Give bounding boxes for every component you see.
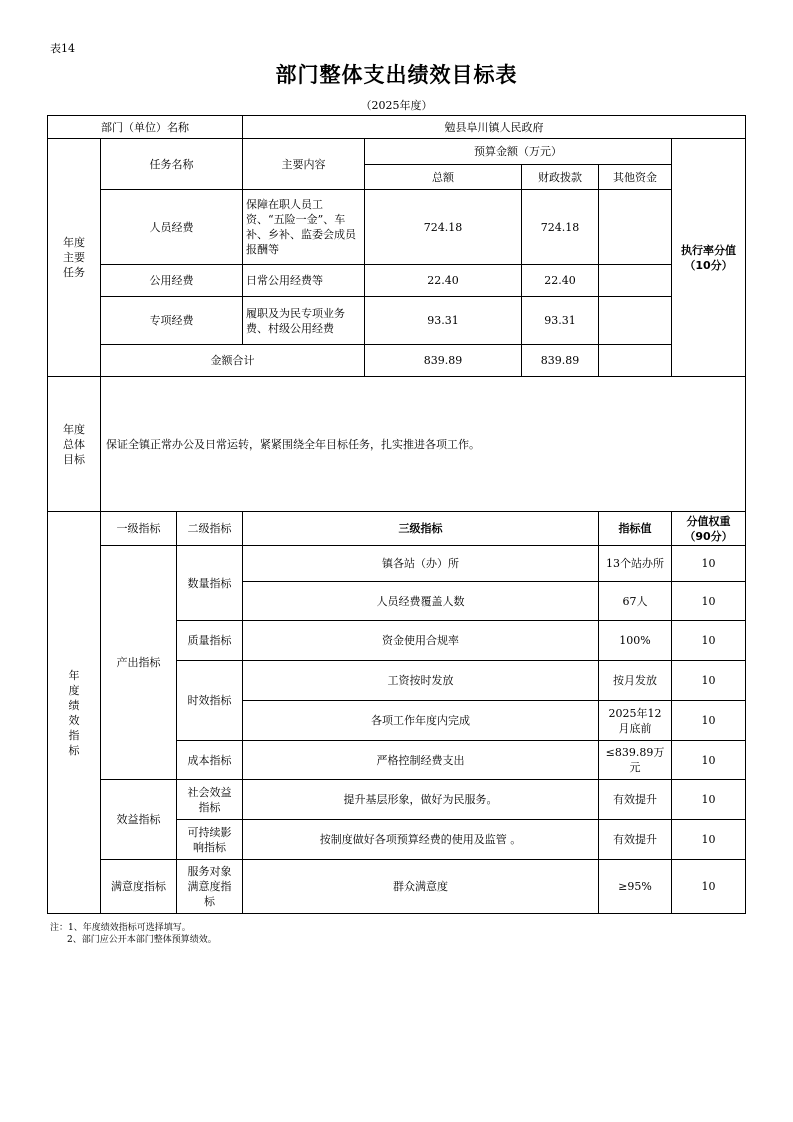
indicator-name: 群众满意度 bbox=[393, 880, 448, 893]
level1-satisfaction: 满意度指标 bbox=[111, 880, 166, 893]
goal-text: 保证全镇正常办公及日常运转，紧紧围绕全年目标任务，扎实推进各项工作。 bbox=[106, 437, 480, 451]
level2-social: 社会效益指标 bbox=[187, 785, 232, 814]
indicator-score: 10 bbox=[701, 833, 716, 846]
indicator-score: 10 bbox=[701, 793, 716, 806]
task-other bbox=[599, 265, 671, 296]
perf-section-label: 年度绩效指标 bbox=[68, 668, 80, 757]
indicator-name: 严格控制经费支出 bbox=[376, 753, 465, 767]
table-number: 表14 bbox=[50, 42, 75, 55]
indicator-value: ≤839.89万元 bbox=[605, 746, 665, 774]
level2-quantity: 数量指标 bbox=[187, 576, 232, 590]
indicator-name: 镇各站（办）所 bbox=[382, 557, 459, 570]
indicator-score: 10 bbox=[701, 594, 716, 608]
indicator-value: 有效提升 bbox=[613, 793, 657, 806]
task-section-label: 年度主要任务 bbox=[63, 236, 85, 279]
indicator-value: ≥95% bbox=[618, 880, 652, 893]
task-name: 公用经费 bbox=[149, 274, 194, 287]
dept-name: 勉县阜川镇人民政府 bbox=[444, 120, 544, 134]
task-name-header: 任务名称 bbox=[149, 157, 194, 171]
dept-label: 部门（单位）名称 bbox=[101, 120, 189, 134]
other-header: 其他资金 bbox=[613, 170, 657, 184]
task-fiscal: 724.18 bbox=[540, 220, 580, 234]
task-fiscal: 22.40 bbox=[544, 274, 576, 287]
footnote: 注：1、年度绩效指标可选择填写。 bbox=[50, 923, 191, 933]
task-name: 人员经费 bbox=[149, 220, 194, 234]
footnote: 2、部门应公开本部门整体预算绩效。 bbox=[67, 935, 217, 945]
total-header: 总额 bbox=[432, 170, 454, 184]
indicator-name: 工资按时发放 bbox=[387, 674, 454, 687]
sum-total: 839.89 bbox=[423, 354, 463, 367]
footnotes bbox=[50, 922, 217, 946]
indicator-name: 人员经费覆盖人数 bbox=[376, 594, 465, 608]
level2-header: 二级指标 bbox=[187, 522, 232, 535]
indicator-value: 13个站办所 bbox=[606, 557, 664, 570]
task-total: 22.40 bbox=[427, 274, 459, 287]
level1-output: 产出指标 bbox=[116, 656, 161, 669]
indicator-value: 按月发放 bbox=[613, 674, 657, 687]
level2-timeliness: 时效指标 bbox=[187, 694, 232, 707]
task-fiscal: 93.31 bbox=[544, 314, 576, 327]
level1-header: 一级指标 bbox=[116, 522, 161, 535]
sum-other bbox=[599, 345, 671, 376]
weight-header: 分值权重（90分） bbox=[684, 514, 733, 543]
budget-header: 预算金额（万元） bbox=[474, 145, 562, 158]
level2-service-satisfaction: 服务对象满意度指标 bbox=[187, 865, 232, 908]
indicator-score: 10 bbox=[701, 880, 716, 893]
indicator-value: 100% bbox=[619, 634, 651, 647]
indicator-name: 资金使用合规率 bbox=[382, 634, 459, 647]
goal-label: 年度总体目标 bbox=[63, 422, 85, 466]
sum-fiscal: 839.89 bbox=[540, 354, 580, 367]
task-content: 保障在职人员工资、“五险一金”、车补、乡补、监委会成员报酬等 bbox=[246, 198, 356, 256]
indicator-score: 10 bbox=[701, 714, 716, 727]
task-content-header: 主要内容 bbox=[281, 157, 326, 171]
task-other bbox=[599, 190, 671, 264]
sum-label: 金额合计 bbox=[210, 354, 255, 367]
indicator-score: 10 bbox=[701, 634, 716, 647]
level1-benefit: 效益指标 bbox=[116, 813, 161, 826]
indicator-name: 提升基层形象，做好为民服务。 bbox=[343, 793, 498, 806]
task-other bbox=[599, 297, 671, 344]
level2-cost: 成本指标 bbox=[187, 753, 232, 767]
indicator-score: 10 bbox=[701, 674, 716, 687]
fiscal-header: 财政拨款 bbox=[538, 170, 582, 184]
exec-rate-label: 执行率分值（10分） bbox=[681, 243, 736, 272]
indicator-value: 有效提升 bbox=[613, 833, 657, 846]
indicator-score: 10 bbox=[701, 753, 716, 767]
indicator-value: 67人 bbox=[622, 594, 648, 608]
indicator-value: 2025年12月底前 bbox=[608, 706, 662, 735]
value-header: 指标值 bbox=[618, 522, 652, 535]
year-label: （2025年度） bbox=[360, 99, 433, 112]
indicator-score: 10 bbox=[701, 557, 716, 570]
indicator-name: 各项工作年度内完成 bbox=[371, 714, 470, 727]
page-title: 部门整体支出绩效目标表 bbox=[275, 63, 518, 87]
indicator-name: 按制度做好各项预算经费的使用及监管 。 bbox=[319, 833, 522, 846]
level2-quality: 质量指标 bbox=[187, 634, 232, 647]
task-total: 93.31 bbox=[427, 314, 459, 327]
task-content: 履职及为民专项业务费、村级公用经费 bbox=[246, 306, 345, 335]
task-total: 724.18 bbox=[423, 220, 463, 234]
level2-sustain: 可持续影响指标 bbox=[187, 825, 232, 854]
level3-header: 三级指标 bbox=[398, 522, 443, 535]
task-content: 日常公用经费等 bbox=[246, 274, 323, 287]
task-name: 专项经费 bbox=[149, 314, 194, 327]
